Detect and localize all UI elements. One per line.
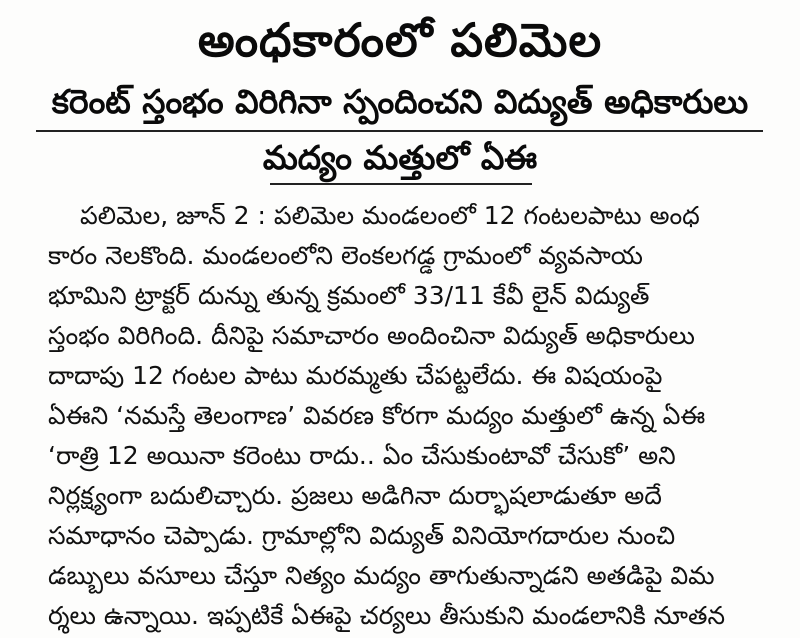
headline: అంధకారంలో పలిమెల [197, 13, 603, 67]
body-line: భూమిని ట్రాక్టర్ దున్ను తున్న క్రమంలో 33/11 కేవీ లైన్ విద్యుత్ [48, 281, 650, 310]
body-line: స్తంభం విరిగింది. దీనిపై సమాచారం అందించినా విద్యుత్ అధికారులు [48, 321, 695, 350]
subheadline-underline [36, 130, 763, 132]
body-line: దాదాపు 12 గంటల పాటు మరమ్మతు చేపట్టలేదు. ఈ విషయంపై [48, 361, 663, 390]
body-line: ర్శలు ఉన్నాయి. ఇప్పటికే ఏఈపై చర్యలు తీసుకుని మండలానికి నూతన [48, 601, 726, 630]
body-line: సమాధానం చెప్పాడు. గ్రామాల్లోని విద్యుత్ వినియోగదారుల నుంచి [48, 521, 676, 550]
body-line: నిర్లక్ష్యంగా బదులిచ్చారు. ప్రజలు అడిగినా దుర్భాషలాడుతూ అదే [48, 481, 662, 510]
body-line: డబ్బులు వసూలు చేస్తూ నిత్యం మద్యం తాగుతున్నాడని అతడిపై విమ [48, 561, 715, 590]
subheadline-ae-drunk: మద్యం మత్తులో ఏఈ [262, 138, 538, 177]
body-line: ఏఈని ‘నమస్తే తెలంగాణ’ వివరణ కోరగా మద్యం మత్తులో ఉన్న ఏఈ [48, 401, 706, 430]
body-line: కారం నెలకొంది. మండలంలోని లెంకలగడ్డ గ్రామంలో వ్యవసాయ [48, 241, 643, 270]
subheadline-power-pole: కరెంట్ స్తంభం విరిగినా స్పందించని విద్యుత్ అధికారులు [51, 82, 749, 121]
body-line: ‘రాత్రి 12 అయినా కరెంటు రాదు.. ఏం చేసుకుంటావో చేసుకో’ అని [48, 441, 676, 470]
body-line: పలిమెల, జూన్ 2 : పలిమెల మండలంలో 12 గంటలపాటు అంధ [80, 201, 700, 230]
subheadline-underline [270, 183, 532, 185]
